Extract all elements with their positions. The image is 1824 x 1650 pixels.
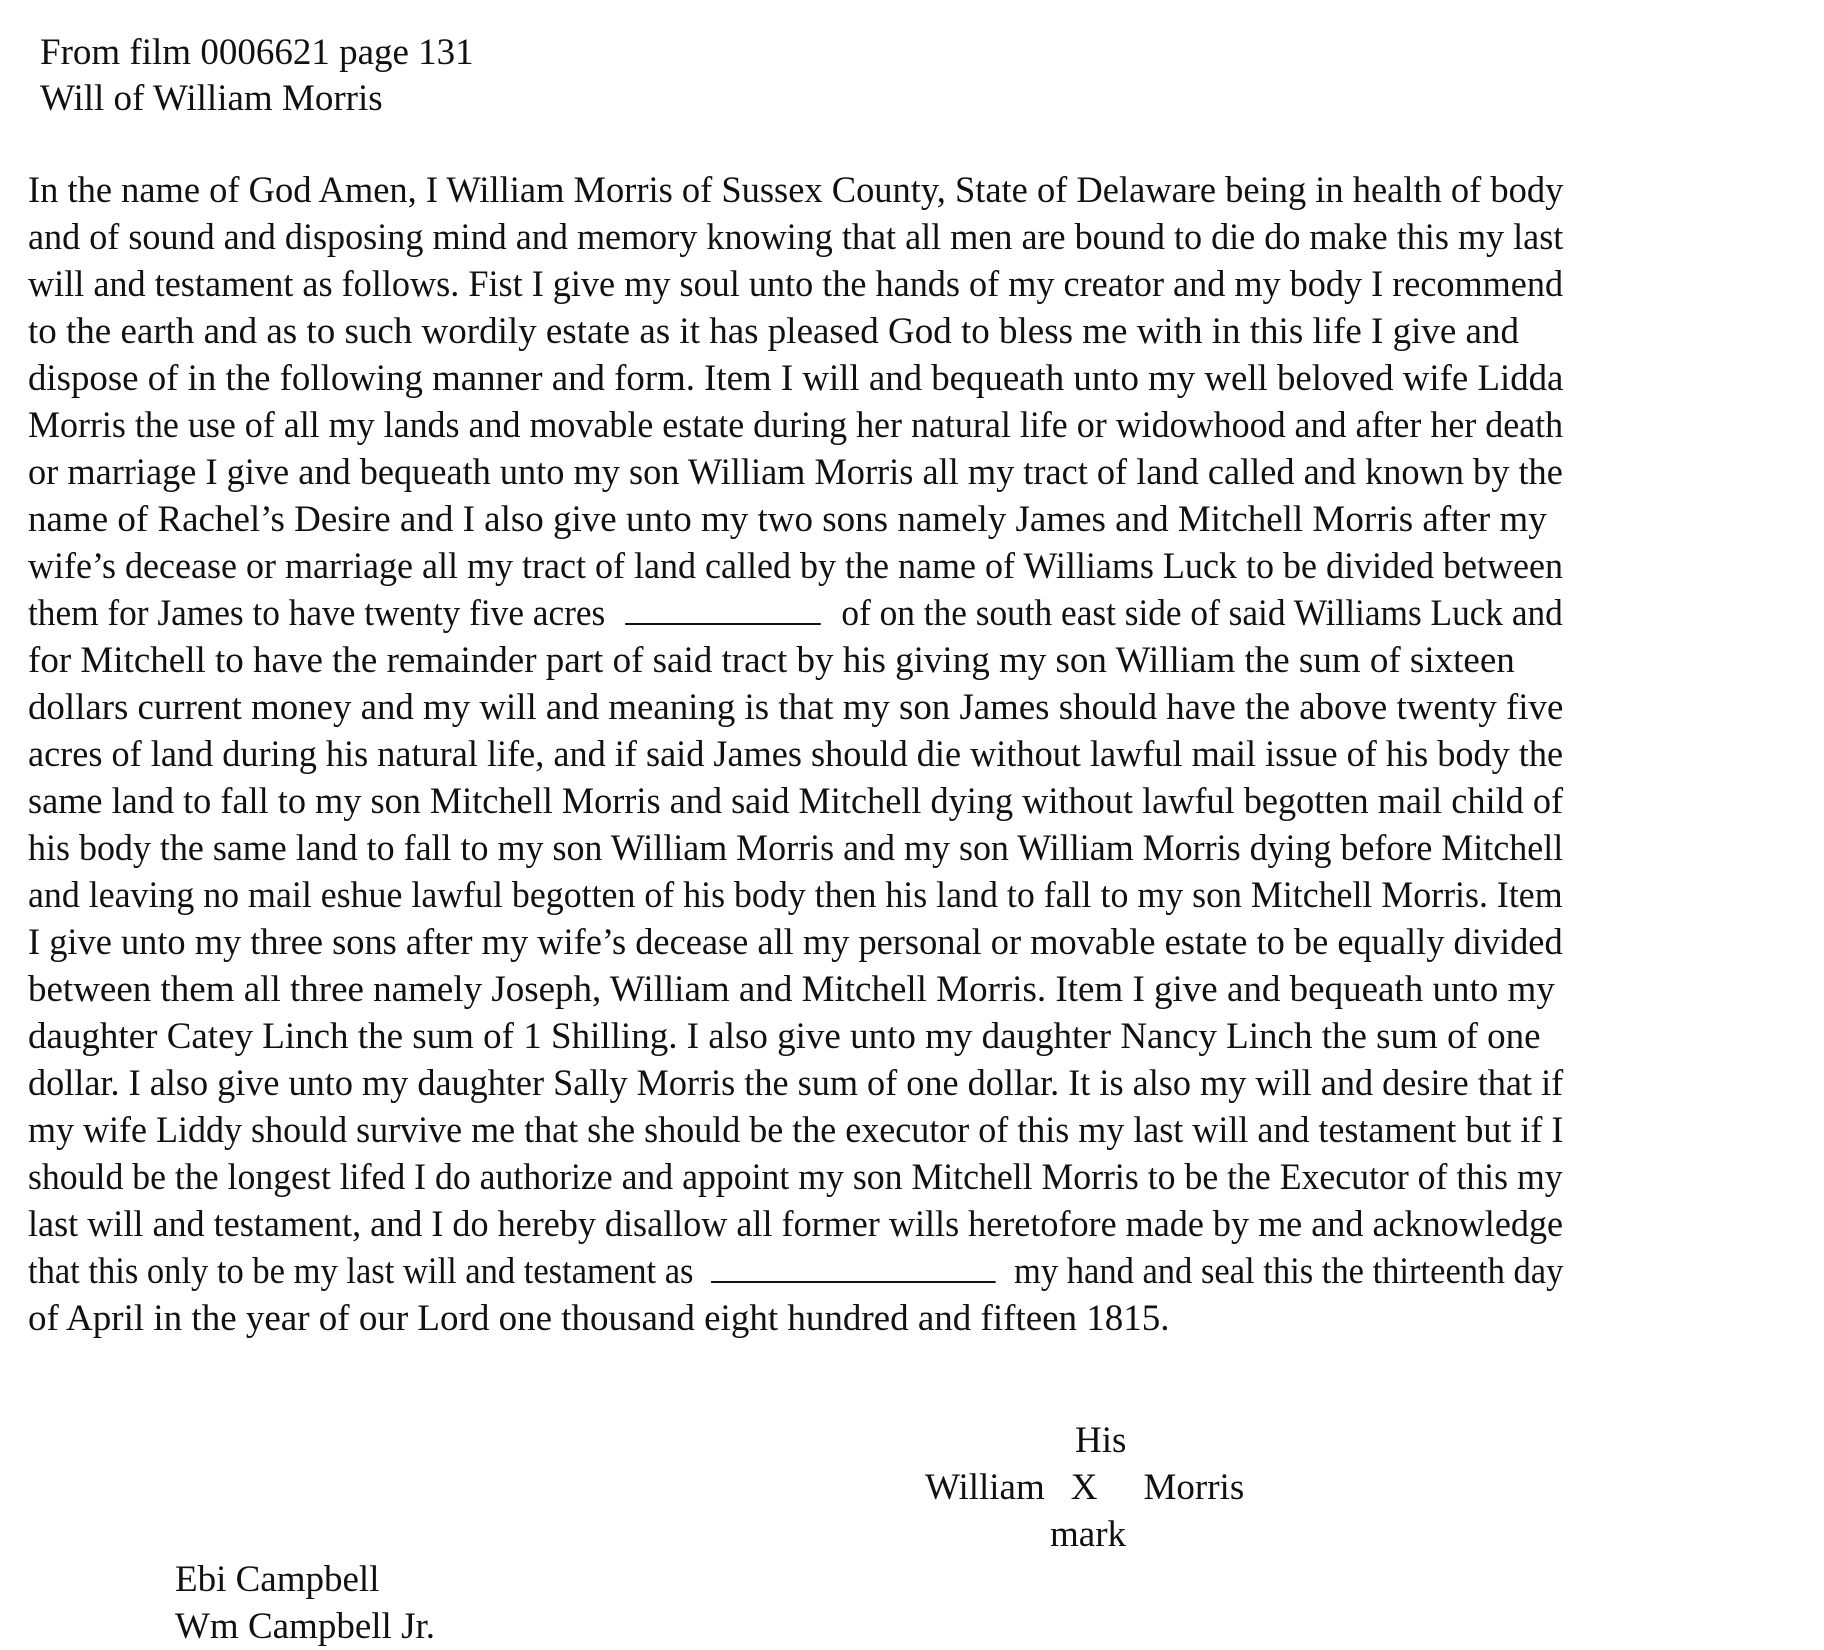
will-line: to the earth and as to such wordily estate as it has pleased God to bless me with in this life I give and [28,311,1519,352]
signature-mark-symbol: X [1070,1467,1098,1508]
will-line-with-blank [28,591,1563,637]
blank-underline [626,593,822,625]
will-line: for Mitchell to have the remainder part of said tract by his giving my son William the sum of sixteen [28,640,1515,681]
will-line: name of Rachel’s Desire and I also give unto my two sons namely James and Mitchell Morris after my [28,499,1547,540]
will-line: will and testament as follows. Fist I give my soul unto the hands of my creator and my body I recommend [28,264,1564,305]
will-line-part: them for James to have twenty five acres [28,593,606,634]
will-line-part: of on the south east side of said Williams Luck and [841,593,1563,634]
will-line: and of sound and disposing mind and memory knowing that all men are bound to die do make this my last [28,217,1564,258]
signature-his: His [1075,1420,1127,1461]
witness-second: Wm Campbell Jr. [175,1606,435,1647]
will-line: his body the same land to fall to my son William Morris and my son William Morris dying before Mitchell [28,828,1564,869]
will-line: and leaving no mail eshue lawful begotten of his body then his land to fall to my son Mitchell Morris. Item [28,875,1563,916]
will-line-with-blank [28,1249,1563,1295]
will-line: my wife Liddy should survive me that she should be the executor of this my last will and testament but if I [28,1110,1564,1151]
signature-mark-label: mark [1050,1514,1127,1555]
will-line: same land to fall to my son Mitchell Morris and said Mitchell dying without lawful begotten mail child of [28,781,1564,822]
will-line: daughter Catey Linch the sum of 1 Shilling. I also give unto my daughter Nancy Linch the sum of one [28,1016,1541,1057]
will-line: dollar. I also give unto my daughter Sally Morris the sum of one dollar. It is also my will and desire that if [28,1063,1564,1104]
will-line: between them all three namely Joseph, William and Mitchell Morris. Item I give and bequeath unto my [28,969,1555,1010]
will-line-part: my hand and seal this the thirteenth day [1013,1251,1564,1292]
signature-last-name: Morris [1143,1467,1245,1508]
signature-name [925,1465,1244,1511]
blank-underline [711,1251,996,1283]
film-reference: From film 0006621 page 131 [40,32,474,73]
will-line: of April in the year of our Lord one thousand eight hundred and fifteen 1815. [28,1298,1170,1339]
will-line: dispose of in the following manner and form. Item I will and bequeath unto my well beloved wife Lidda [28,358,1564,399]
will-line: Morris the use of all my lands and movable estate during her natural life or widowhood and after her death [28,405,1564,446]
will-line: wife’s decease or marriage all my tract of land called by the name of Williams Luck to be divided between [28,546,1563,587]
will-line-part: that this only to be my last will and testament as [28,1251,694,1292]
document-header [40,30,474,122]
will-line: acres of land during his natural life, and if said James should die without lawful mail issue of his body the [28,734,1564,775]
will-line: dollars current money and my will and meaning is that my son James should have the above twenty five [28,687,1564,728]
will-line: In the name of God Amen, I William Morris of Sussex County, State of Delaware being in health of body [28,170,1564,211]
witness-first: Ebi Campbell [175,1559,380,1600]
signature-first-name: William [925,1467,1045,1508]
document-title: Will of William Morris [40,78,383,119]
will-line: or marriage I give and bequeath unto my son William Morris all my tract of land called and known by the [28,452,1563,493]
will-line: I give unto my three sons after my wife’s decease all my personal or movable estate to be equally divided [28,922,1563,963]
will-line: last will and testament, and I do hereby disallow all former wills heretofore made by me and acknowledge [28,1204,1564,1245]
will-line: should be the longest lifed I do authorize and appoint my son Mitchell Morris to be the Executor of this my [28,1157,1563,1198]
